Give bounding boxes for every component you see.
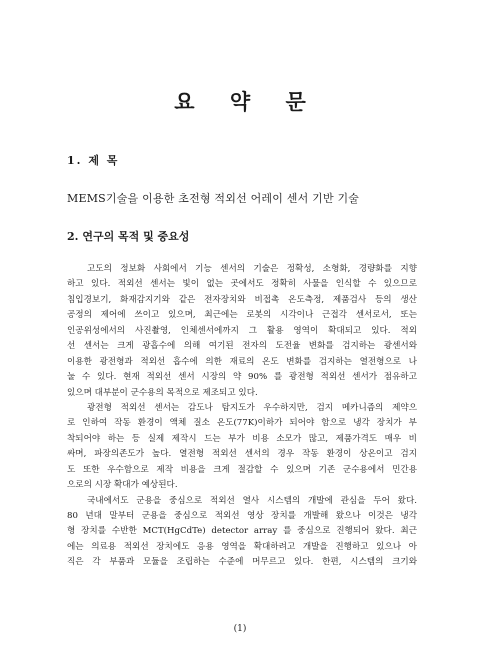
page-title: 요 약 문 — [174, 89, 320, 114]
section-heading-purpose: 2. 연구의 목적 및 중요성 — [67, 230, 190, 243]
body-line: 형 장치를 수반한 MCT(HgCdTe) detector array 를 중심으로 진행되어 왔다. 최근 — [67, 526, 417, 537]
body-line: 로 인하여 작동 환경이 액체 질소 온도(77K)이하가 되어야 함으로 냉각 장치가 부 — [67, 418, 417, 429]
body-line: 착되어야 하는 등 실제 제작시 드는 부가 비용 소모가 많고, 제품가격도 매우 비 — [67, 433, 417, 444]
body-line: 광전형 적외선 센서는 감도나 탐지도가 우수하지만, 검지 메카니즘의 제약으 — [87, 402, 417, 413]
body-line: 80 년대 말부터 군용을 중심으로 적외선 영상 장치를 개발해 왔으나 이것은 냉각 — [67, 511, 417, 521]
body-line: 인공위성에서의 사진촬영, 인체센서에까지 그 활용 영역이 확대되고 있다. 적외 — [67, 325, 417, 336]
body-line: 있으며 대부분이 군수용의 목적으로 제조되고 있다. — [67, 387, 258, 398]
body-line: 으로의 시장 확대가 예상된다. — [67, 480, 178, 491]
body-line: 국내에서도 군용을 중심으로 적외선 열사 시스템의 개발에 관심을 두어 왔다. — [87, 495, 417, 506]
body-line: 하고 있다. 적외선 센서는 빛이 없는 곳에서도 정확히 사물을 인식할 수 있으므로 — [67, 279, 417, 290]
body-line: 눌 수 있다. 현재 적외선 센서 시장의 약 90% 를 광전형 적외선 센서가 점유하고 — [67, 372, 417, 383]
body-line: 직은 각 부품과 모듈을 조립하는 수준에 머무르고 있다. 한편, 시스템의 크기와 — [67, 557, 417, 568]
body-line: 침입경보기, 화재감지기와 같은 전자장치와 비접촉 온도측정, 제품검사 등의 생산 — [67, 294, 417, 305]
body-line: 공정의 제어에 쓰이고 있으며, 최근에는 로봇의 시각이나 근접각 센서로서, 또는 — [67, 310, 417, 321]
section-heading-title: 1. 제 목 — [67, 154, 120, 167]
body-line: 이용한 광전형과 적외선 흡수에 의한 재료의 온도 변화를 검지하는 열전형으로 나 — [67, 356, 417, 367]
body-line: 싸며, 파장의존도가 높다. 열전형 적외선 센서의 경우 작동 환경이 상온이고 검지 — [67, 449, 417, 460]
body-line: 도 또한 우수함으로 제작 비용을 크게 절감할 수 있으며 기존 군수용에서 민간용 — [67, 464, 417, 475]
project-title-text: MEMS기술을 이용한 초전형 적외선 어레이 센서 기반 기술 — [67, 192, 360, 205]
body-text — [67, 262, 417, 571]
body-line: 고도의 정보화 사회에서 기능 센서의 기술은 정확성, 소형화, 경량화를 지향 — [87, 264, 417, 274]
page-number: (1) — [233, 624, 247, 634]
body-line: 에는 의료용 적외선 장치에도 응용 영역을 확대하려고 개발을 진행하고 있으나 아 — [67, 541, 417, 552]
body-line: 선 센서는 크게 광흡수에 의해 여기된 전자의 도전율 변화를 검지하는 광센서와 — [67, 341, 417, 352]
